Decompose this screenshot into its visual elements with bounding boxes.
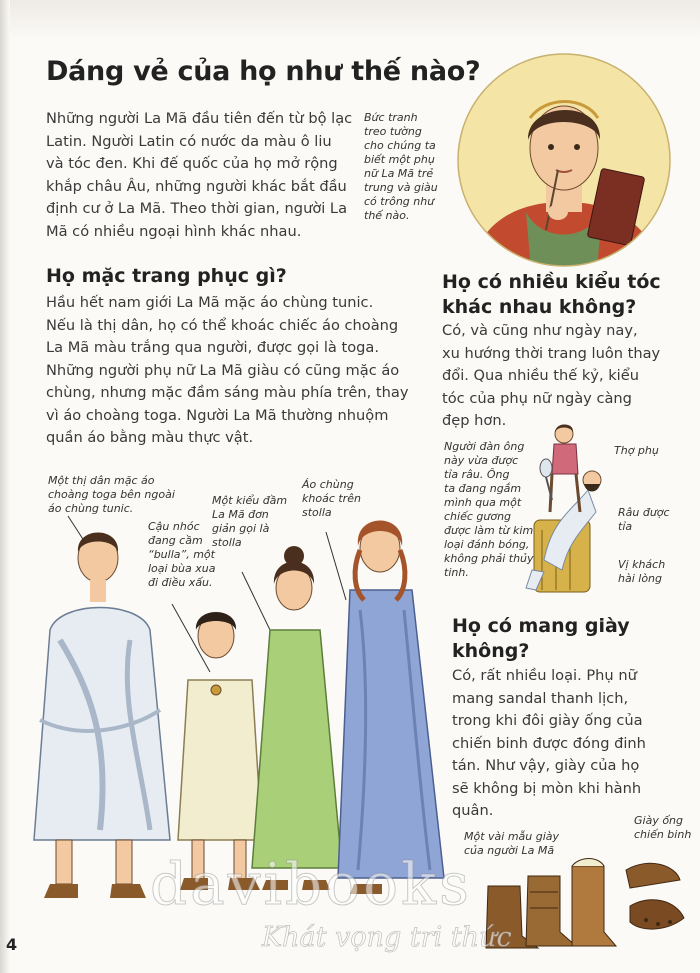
caption-line: đi điều xấu. xyxy=(148,576,213,589)
caption-line: La Mã đơn xyxy=(212,508,269,521)
clothing-heading: Họ mặc trang phục gì? xyxy=(46,265,287,287)
hair-heading xyxy=(442,270,682,320)
shoes-line: Có, rất nhiều loại. Phụ nữ xyxy=(452,667,637,684)
hair-heading-line: Họ có nhiều kiểu tóc xyxy=(442,271,661,293)
portrait-caption xyxy=(364,111,450,223)
hair-line: xu hướng thời trang luôn thay xyxy=(442,344,661,362)
caption-line: trung và giàu xyxy=(364,181,438,194)
woman-blue-figure xyxy=(338,521,444,895)
customer-caption xyxy=(618,558,665,586)
clothing-line: quần áo bằng màu thực vật. xyxy=(46,429,254,446)
caption-line: có trông như xyxy=(364,195,435,208)
caption-line: hài lòng xyxy=(618,572,663,585)
intro-line: định cư ở La Mã. Theo thời gian, người La xyxy=(46,200,348,217)
watermark-slogan: Khát vọng tri thức xyxy=(262,922,512,953)
clothing-line: Những người phụ nữ La Mã giàu có cũng mặc áo xyxy=(46,361,400,379)
shoes-line: trong khi đôi giày ống của xyxy=(452,712,643,729)
caption-line: chiến binh xyxy=(634,828,692,841)
caption-line: loại đánh bóng, xyxy=(444,538,530,551)
caption-line: treo tường xyxy=(364,125,422,138)
clothing-line: vì áo choàng toga. Người La Mã thường nhuộm xyxy=(46,406,389,424)
hair-paragraph xyxy=(442,320,682,433)
caption-line: stolla xyxy=(212,536,242,549)
caption-line: đang cầm xyxy=(148,534,203,547)
hair-line: đẹp hơn. xyxy=(442,412,507,429)
boy-figure xyxy=(178,612,262,890)
caption-line: giản gọi là xyxy=(212,522,270,535)
caption-line: Thợ phụ xyxy=(614,444,659,457)
intro-line: và tóc đen. Khi đế quốc của họ mở rộng xyxy=(46,155,338,172)
caption-line: Một vài mẫu giày xyxy=(464,830,560,843)
page-number: 4 xyxy=(6,935,18,954)
clothing-line: Nếu là thị dân, họ có thể khoác chiếc áo choàng xyxy=(46,316,399,334)
caption-line: Người đàn ông xyxy=(444,440,525,453)
caption-line: tinh. xyxy=(444,566,469,579)
watermark-brand: davibooks xyxy=(150,850,472,918)
shoes-line: sẽ không bị mòn khi hành xyxy=(452,779,642,797)
intro-line: Những người La Mã đầu tiên đến từ bộ lạc xyxy=(46,110,353,127)
shoes-line: tán. Như vậy, giày của họ xyxy=(452,757,640,774)
hair-line: đổi. Qua nhiều thế kỷ, kiểu xyxy=(442,367,639,384)
caption-line: được làm từ kim xyxy=(444,524,534,537)
caption-line: Vị khách xyxy=(618,558,666,571)
caption-line: loại bùa xua xyxy=(148,562,216,575)
clothing-paragraph xyxy=(46,292,426,450)
clothing-line: chùng, nhưng mặc đầm sáng màu phía trên, thay xyxy=(46,384,409,401)
roman-woman-portrait xyxy=(446,52,686,272)
caption-line: Bức tranh xyxy=(364,111,418,124)
caption-line: này vừa được xyxy=(444,454,519,467)
caption-line: chiếc gương xyxy=(444,510,512,523)
page-top-shadow xyxy=(0,0,700,40)
caption-line: biết một phụ xyxy=(364,153,435,166)
caption-line: cho chúng ta xyxy=(364,139,436,152)
beard-caption xyxy=(618,506,670,534)
caption-line: Giày ống xyxy=(634,814,684,827)
hair-line: tóc của phụ nữ ngày càng xyxy=(442,389,632,407)
caption-line: “bulla”, một xyxy=(148,548,215,561)
intro-line: Mã có nhiều ngoại hình khác nhau. xyxy=(46,222,302,240)
page-gutter-shadow xyxy=(0,0,10,973)
citizen-figure xyxy=(34,533,170,899)
caption-line: mình qua một xyxy=(444,496,522,509)
shoes-heading-line: Họ có mang giày xyxy=(452,615,630,637)
clothing-line: La Mã màu trắng qua người, được gọi là toga. xyxy=(46,339,379,356)
caption-line: của người La Mã xyxy=(464,844,555,857)
caption-line: Râu được xyxy=(618,506,670,519)
shoes-heading xyxy=(452,614,682,664)
shoes-heading-line: không? xyxy=(452,640,530,662)
caption-line: áo chùng tunic. xyxy=(48,502,134,515)
caption-line: Cậu nhóc xyxy=(148,520,200,533)
caption-line: choàng toga bên ngoài xyxy=(48,488,175,501)
hair-line: Có, và cũng như ngày nay, xyxy=(442,322,638,339)
shoes-line: chiến binh được đóng đinh xyxy=(452,734,646,752)
caption-line: nữ La Mã trẻ xyxy=(364,167,434,180)
caption-line: Một thị dân mặc áo xyxy=(48,474,155,487)
caption-line: khoác trên xyxy=(302,492,361,505)
intro-paragraph xyxy=(46,108,366,243)
caption-line: thế nào. xyxy=(364,209,410,222)
shoes-paragraph xyxy=(452,665,687,823)
caption-line: tỉa râu. Ông xyxy=(444,468,510,481)
shoes-line: mang sandal thanh lịch, xyxy=(452,689,629,707)
barber-scene-illustration xyxy=(522,420,617,600)
hair-heading-line: khác nhau không? xyxy=(442,296,637,318)
intro-line: khắp châu Âu, những người khác bắt đầu xyxy=(46,177,347,195)
stolla-leader-line xyxy=(242,572,270,630)
tunic-leader-line xyxy=(326,532,346,600)
caption-line: ta đang ngắm xyxy=(444,482,522,495)
girl-green-figure xyxy=(252,546,342,890)
shoes-line: quân. xyxy=(452,802,494,819)
caption-line: tỉa xyxy=(618,520,633,533)
clothing-line: Hầu hết nam giới La Mã mặc áo chùng tunic. xyxy=(46,294,374,311)
caption-line: Một kiểu đầm xyxy=(212,494,288,507)
caption-line: stolla xyxy=(302,506,332,519)
barber-caption xyxy=(614,444,659,458)
intro-line: Latin. Người Latin có nước da màu ô liu xyxy=(46,132,332,150)
page-title: Dáng vẻ của họ như thế nào? xyxy=(46,56,481,87)
caption-line: không phải thủy xyxy=(444,552,534,565)
caption-line: Áo chùng xyxy=(302,478,354,491)
